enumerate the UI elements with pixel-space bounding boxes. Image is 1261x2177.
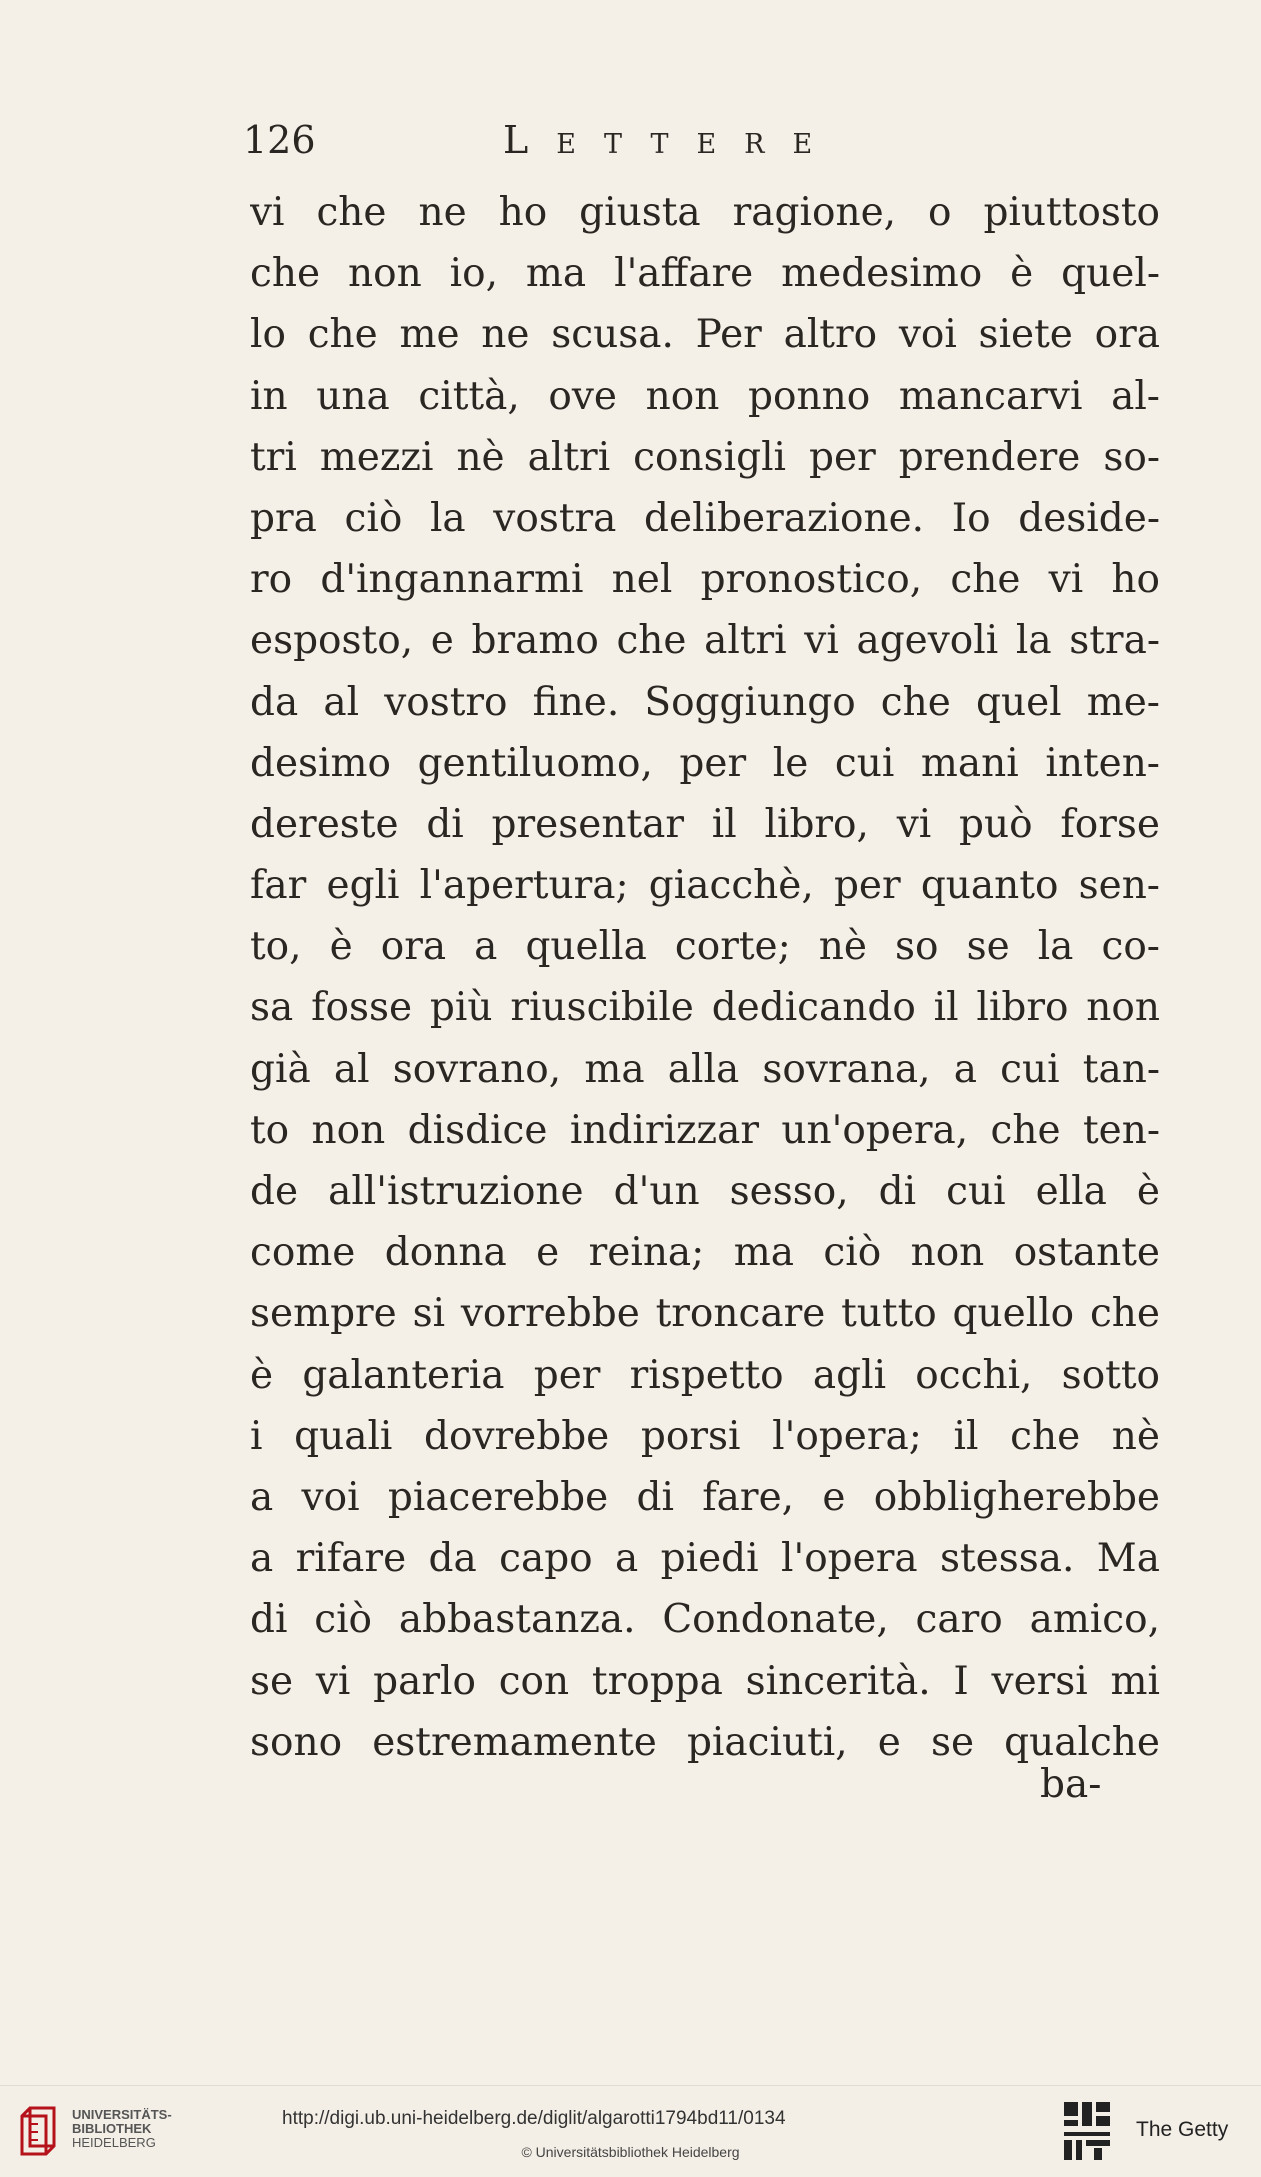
text-line: a rifare da capo a piedi l'opera stessa. Ma <box>250 1536 1160 1582</box>
catchword: ba- <box>1040 1762 1102 1807</box>
text-line: esposto, e bramo che altri vi agevoli la stra- <box>250 618 1160 664</box>
text-line: in una città, ove non ponno mancarvi al- <box>250 373 1160 419</box>
footer-bar <box>0 2085 1261 2177</box>
text-line: lo che me ne scusa. Per altro voi siete ora <box>250 312 1160 358</box>
text-line: sempre si vorrebbe troncare tutto quello che <box>250 1291 1160 1337</box>
library-name-line: BIBLIOTHEK <box>72 2121 152 2136</box>
library-name-line: HEIDELBERG <box>72 2135 156 2150</box>
text-line: che non io, ma l'affare medesimo è quel- <box>250 251 1160 297</box>
text-line: de all'istruzione d'un sesso, di cui ella è <box>250 1169 1160 1214</box>
text-line: a voi piacerebbe di fare, e obbligherebbe <box>250 1474 1160 1520</box>
text-line: to non disdice indirizzar un'opera, che ten- <box>250 1107 1160 1153</box>
text-line: far egli l'apertura; giacchè, per quanto sen- <box>250 863 1160 909</box>
text-line: vi che ne ho giusta ragione, o piuttosto <box>250 190 1160 235</box>
text-line: di ciò abbastanza. Condonate, caro amico, <box>250 1597 1160 1643</box>
text-line: già al sovrano, ma alla sovrana, a cui tan- <box>250 1046 1160 1092</box>
text-line: i quali dovrebbe porsi l'opera; il che nè <box>250 1413 1160 1459</box>
text-line: to, è ora a quella corte; nè so se la co- <box>250 924 1160 970</box>
text-line: pra ciò la vostra deliberazione. Io deside- <box>250 495 1160 541</box>
text-line: dereste di presentar il libro, vi può forse <box>250 801 1160 847</box>
text-line: è galanteria per rispetto agli occhi, sotto <box>250 1352 1160 1398</box>
getty-logo-icon <box>1062 2100 1112 2162</box>
text-line: tri mezzi nè altri consigli per prendere so- <box>250 434 1160 480</box>
page-header <box>243 118 1163 178</box>
text-line: se vi parlo con troppa sincerità. I versi mi <box>250 1658 1160 1704</box>
text-line: sono estremamente piaciuti, e se qualche <box>250 1719 1160 1765</box>
text-line: sa fosse più riuscibile dedicando il libro non <box>250 985 1160 1031</box>
partner-name: The Getty <box>1136 2118 1229 2141</box>
text-line: come donna e reina; ma ciò non ostante <box>250 1230 1160 1276</box>
page-number: 126 <box>243 118 316 162</box>
body-text <box>250 182 1160 1773</box>
running-title: Lettere <box>503 118 841 162</box>
text-line: ro d'ingannarmi nel pronostico, che vi ho <box>250 557 1160 603</box>
permalink-url[interactable]: http://digi.ub.uni-heidelberg.de/diglit/algarotti1794bd11/0134 <box>282 2108 786 2129</box>
library-name-line: UNIVERSITÄTS- <box>72 2107 172 2122</box>
text-line: da al vostro fine. Soggiungo che quel me- <box>250 679 1160 725</box>
copyright-notice: © Universitätsbibliothek Heidelberg <box>521 2144 740 2160</box>
text-line: desimo gentiluomo, per le cui mani inten- <box>250 740 1160 786</box>
